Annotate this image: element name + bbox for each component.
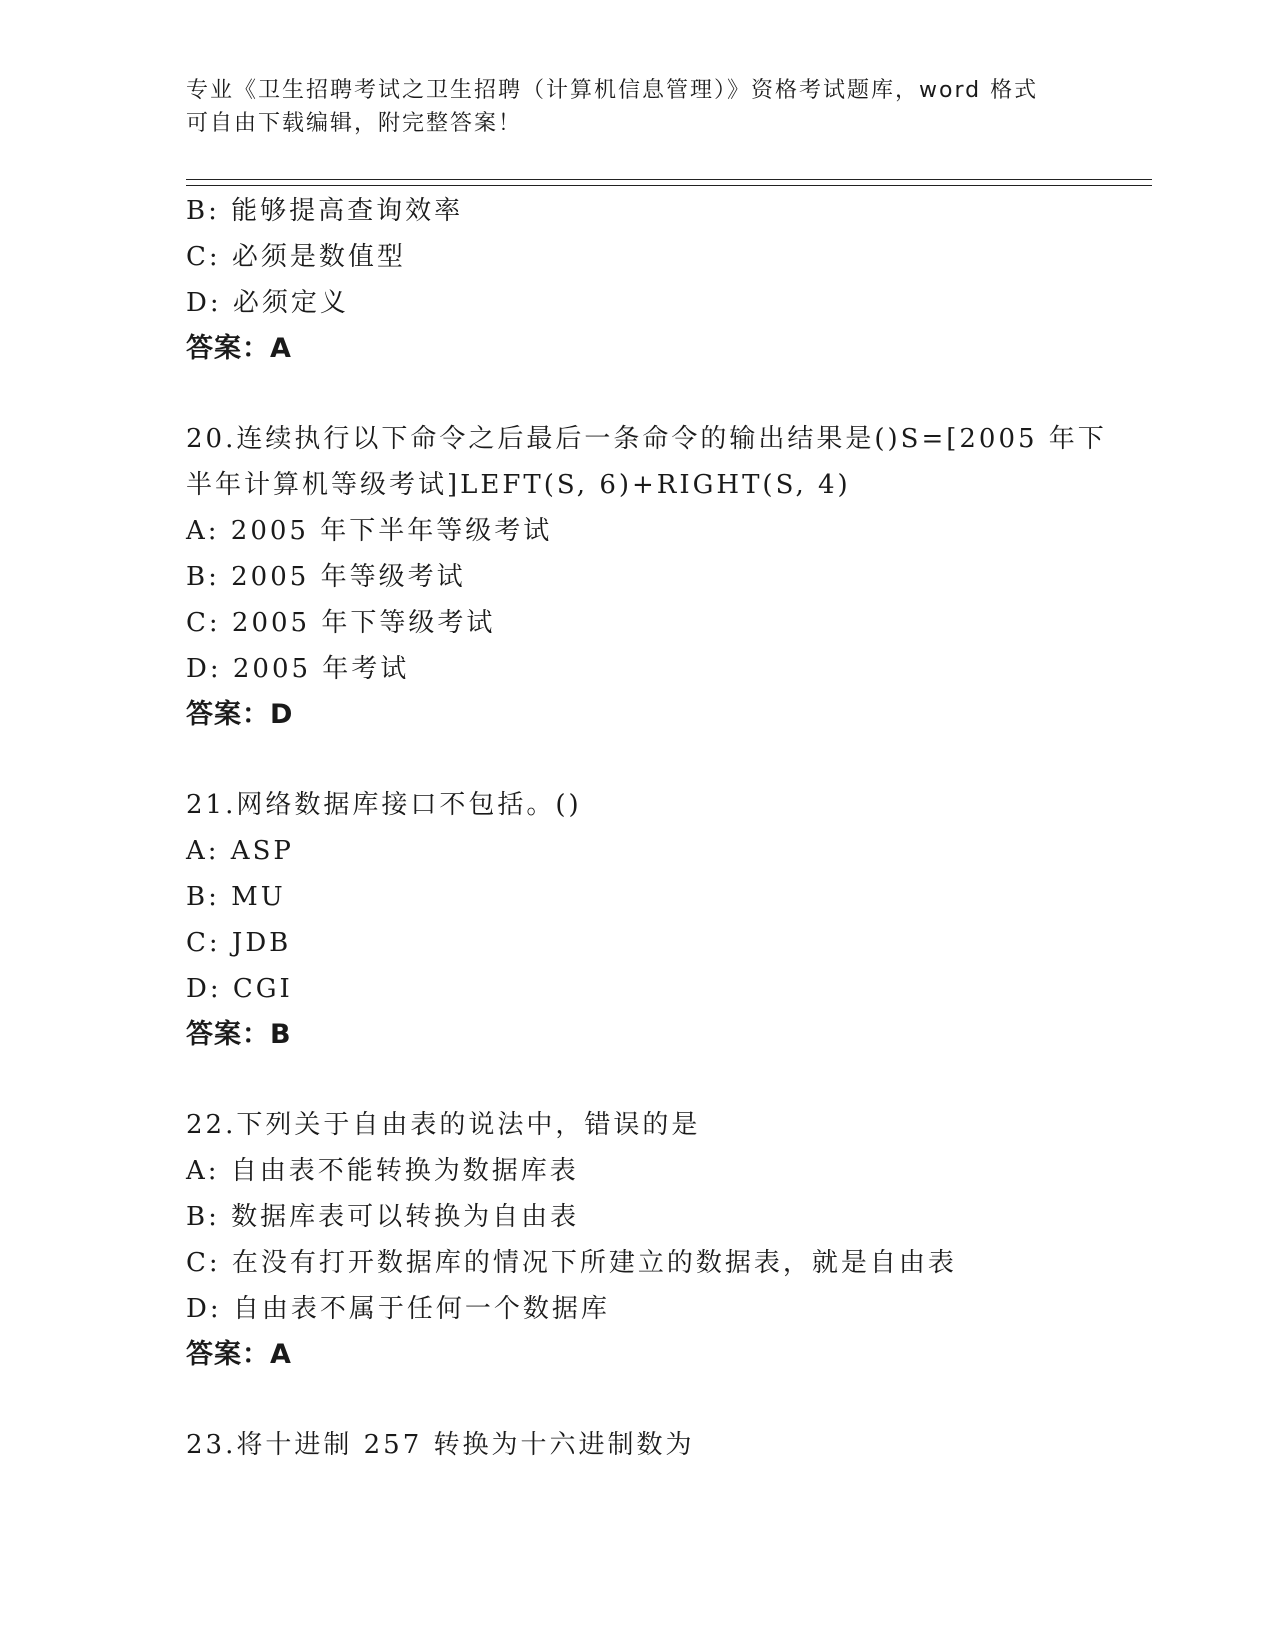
option-b: B: 2005 年等级考试 (186, 562, 466, 592)
question-21 (186, 782, 1146, 1058)
option-b: B: 数据库表可以转换为自由表 (186, 1202, 580, 1232)
answer: 答案：D (186, 699, 294, 730)
answer: 答案：A (186, 1339, 292, 1370)
option-d: D: 自由表不属于任何一个数据库 (186, 1294, 610, 1324)
question-23 (186, 1422, 1146, 1468)
option-d: D: 必须定义 (186, 288, 349, 318)
option-d: D: 2005 年考试 (186, 654, 410, 684)
question-stem: 20.连续执行以下命令之后最后一条命令的输出结果是()S=[2005 年下 (186, 424, 1107, 454)
question-20 (186, 416, 1146, 738)
document-header (186, 74, 1066, 140)
option-c: C: 必须是数值型 (186, 242, 406, 272)
header-line-1: 专业《卫生招聘考试之卫生招聘（计算机信息管理）》资格考试题库，word 格式 (186, 78, 1039, 103)
header-divider-bottom (186, 185, 1152, 186)
question-22 (186, 1102, 1146, 1378)
option-c: C: JDB (186, 928, 292, 958)
question-stem: 半年计算机等级考试]LEFT(S, 6)+RIGHT(S, 4) (186, 470, 851, 500)
question-stem: 21.网络数据库接口不包括。() (186, 790, 582, 820)
option-b: B: 能够提高查询效率 (186, 196, 464, 226)
option-b: B: MU (186, 882, 286, 912)
option-d: D: CGI (186, 974, 293, 1004)
question-stem: 22.下列关于自由表的说法中，错误的是 (186, 1110, 701, 1140)
option-a: A: ASP (186, 836, 294, 866)
header-divider-top (186, 179, 1152, 180)
answer: 答案：B (186, 1019, 292, 1050)
answer: 答案：A (186, 333, 292, 364)
question-19-continued (186, 188, 1146, 372)
option-c: C: 2005 年下等级考试 (186, 608, 496, 638)
question-content (186, 188, 1146, 1468)
option-a: A: 2005 年下半年等级考试 (186, 516, 553, 546)
header-line-2: 可自由下载编辑，附完整答案！ (186, 111, 523, 136)
option-a: A: 自由表不能转换为数据库表 (186, 1156, 579, 1186)
question-stem: 23.将十进制 257 转换为十六进制数为 (186, 1430, 695, 1460)
option-c: C: 在没有打开数据库的情况下所建立的数据表，就是自由表 (186, 1248, 957, 1278)
